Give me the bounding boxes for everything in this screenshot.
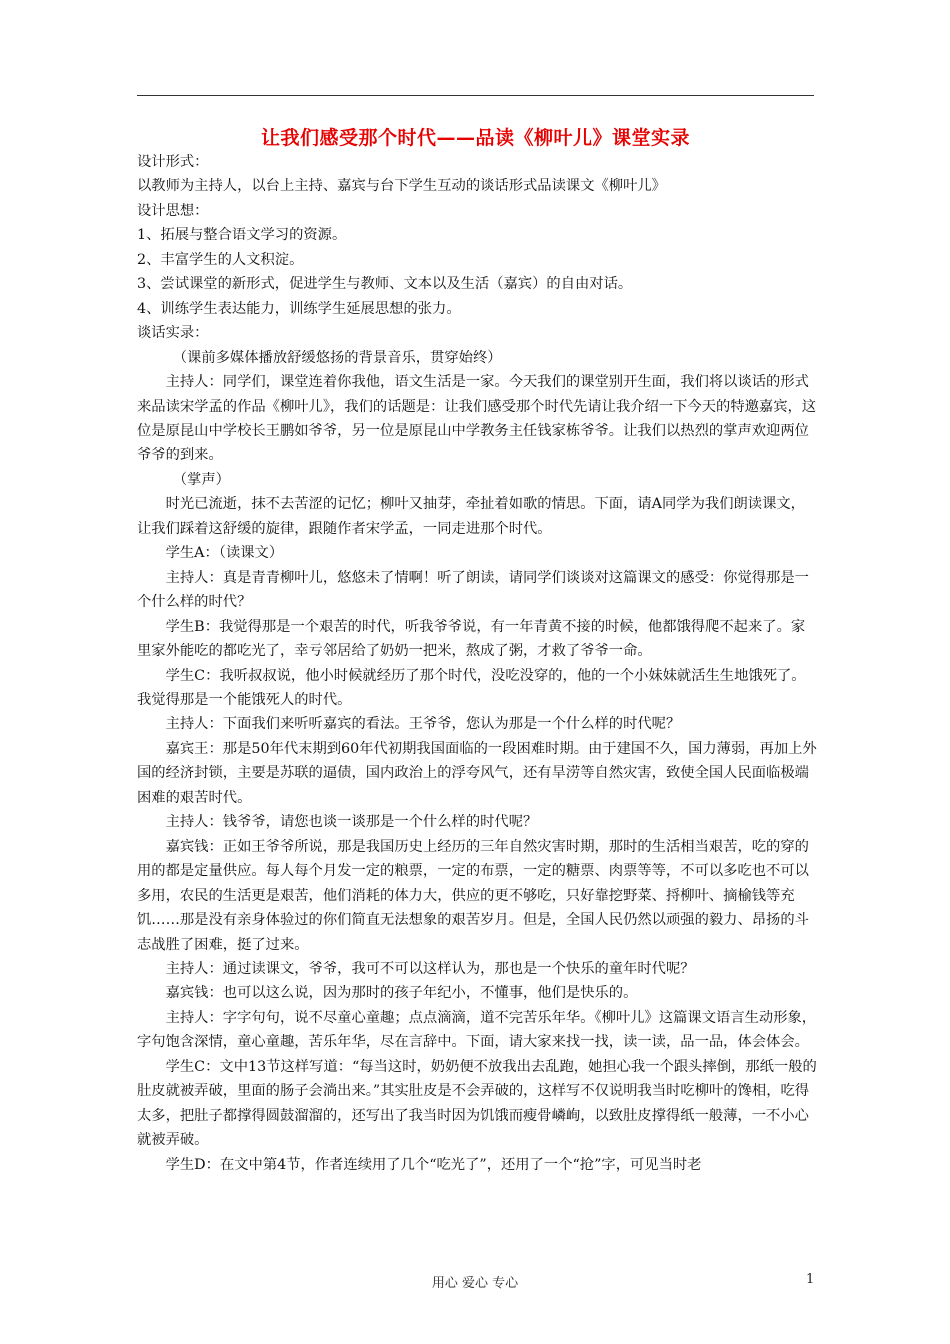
list-item: 4、训练学生表达能力，训练学生延展思想的张力。 [137, 300, 461, 317]
stage-direction: （课前多媒体播放舒缓悠扬的背景音乐，贯穿始终） [172, 349, 502, 366]
section-heading: 谈话实录： [137, 325, 209, 342]
dialogue-paragraph: 嘉宾钱：正如王爷爷所说，那是我国历史上经历的三年自然灾害时期，那时的生活相当艰苦，吃的穿的用的都是定量供应。每人每个月发一定的粮票，一定的布票，一定的糖票、肉票等等，不可以多吃也不可以多用，农民的生活更是艰苦，他们消耗的体力大，供应的更不够吃，只好靠挖野菜、捋柳叶、摘榆钱等充饥……那是没有亲身体验过的你们简直无法想象的艰苦岁月。但是，全国人民仍然以顽强的毅力、昂扬的斗志战胜了困难，挺了过来。 [137, 838, 809, 953]
dialogue-paragraph: 学生C：我听叔叔说，他小时候就经历了那个时代，没吃没穿的，他的一个小妹妹就活生生地饿死了。我觉得那是一个能饿死人的时代。 [137, 667, 806, 708]
header-rule [137, 95, 814, 96]
document-title: 让我们感受那个时代——品读《柳叶儿》课堂实录 [260, 127, 690, 149]
dialogue-paragraph: 学生C：文中13节这样写道：“每当这时，奶奶便不放我出去乱跑，她担心我一个跟头摔倒，那纸一般的肚皮就被弄破，里面的肠子会淌出来。”其实肚皮是不会弄破的，这样写不仅说明我当时吃柳叶的馋相，吃得太多，把肚子都撑得圆鼓溜溜的，还写出了我当时因为饥饿而瘦骨嶙峋，以致肚皮撑得纸一般薄，一不小心就被弄破。 [137, 1058, 817, 1149]
paragraph: 以教师为主持人，以台上主持、嘉宾与台下学生互动的谈话形式品读课文《柳叶儿》 [137, 178, 666, 195]
dialogue-paragraph: 学生A：（读课文） [165, 545, 284, 562]
list-item: 2、丰富学生的人文积淀。 [137, 251, 304, 268]
footer-motto: 用心 爱心 专心 [431, 1276, 519, 1291]
dialogue-paragraph: 嘉宾钱：也可以这么说，因为那时的孩子年纪小，不懂事，他们是快乐的。 [165, 985, 638, 1002]
page-number: 1 [806, 1272, 815, 1287]
dialogue-paragraph: 主持人：字字句句，说不尽童心童趣；点点滴滴，道不完苦乐年华。《柳叶儿》这篇课文语言生动形象，字句饱含深情，童心童趣，苦乐年华，尽在言辞中。下面，请大家来找一找，读一读，品一品，体会体会。 [137, 1009, 817, 1051]
section-heading: 设计形式： [137, 154, 209, 170]
dialogue-paragraph: 时光已流逝，抹不去苦涩的记忆；柳叶又抽芽，牵扯着如歌的情思。下面，请A同学为我们朗读课文，让我们踩着这舒缓的旋律，跟随作者宋学孟，一同走进那个时代。 [137, 496, 805, 537]
dialogue-paragraph: 主持人：通过读课文，爷爷，我可不可以这样认为，那也是一个快乐的童年时代呢？ [165, 960, 695, 977]
section-heading: 设计思想： [137, 202, 209, 219]
list-item: 1、拓展与整合语文学习的资源。 [137, 227, 347, 244]
list-item: 3、尝试课堂的新形式，促进学生与教师、文本以及生活（嘉宾）的自由对话。 [137, 276, 633, 293]
stage-direction: （掌声） [172, 471, 230, 488]
dialogue-paragraph: 主持人：真是青青柳叶儿，悠悠未了情啊！听了朗读，请同学们谈谈对这篇课文的感受：你觉得那是一个什么样的时代？ [137, 569, 809, 611]
dialogue-paragraph: 学生B：我觉得那是一个艰苦的时代，听我爷爷说，有一年青黄不接的时候，他都饿得爬不起来了。家里家外能吃的都吃光了，幸亏邻居给了奶奶一把米，熬成了粥，才救了爷爷一命。 [137, 618, 806, 660]
dialogue-paragraph: 主持人：同学们，课堂连着你我他，语文生活是一家。今天我们的课堂别开生面，我们将以谈话的形式来品读宋学孟的作品《柳叶儿》，我们的话题是：让我们感受那个时代先请让我介绍一下今天的特邀嘉宾，这位是原昆山中学校长王鹏如爷爷，另一位是原昆山中学教务主任钱家栋爷爷。让我们以热烈的掌声欢迎两位爷爷的到来。 [137, 374, 817, 464]
dialogue-paragraph: 主持人：下面我们来听听嘉宾的看法。王爷爷，您认为那是一个什么样的时代呢？ [165, 716, 681, 733]
dialogue-paragraph: 主持人：钱爷爷，请您也谈一谈那是一个什么样的时代呢？ [165, 814, 538, 831]
document-body [137, 150, 817, 1177]
dialogue-paragraph: 学生D：在文中第4节，作者连续用了几个“吃光了”，还用了一个“抢”字，可见当时老 [165, 1156, 702, 1173]
dialogue-paragraph: 嘉宾王：那是50年代末期到60年代初期我国面临的一段困难时期。由于建国不久，国力薄弱，再加上外国的经济封锁，主要是苏联的逼债，国内政治上的浮夸风气，还有旱涝等自然灾害，致使全国人民面临极端困难的艰苦时代。 [137, 740, 817, 806]
